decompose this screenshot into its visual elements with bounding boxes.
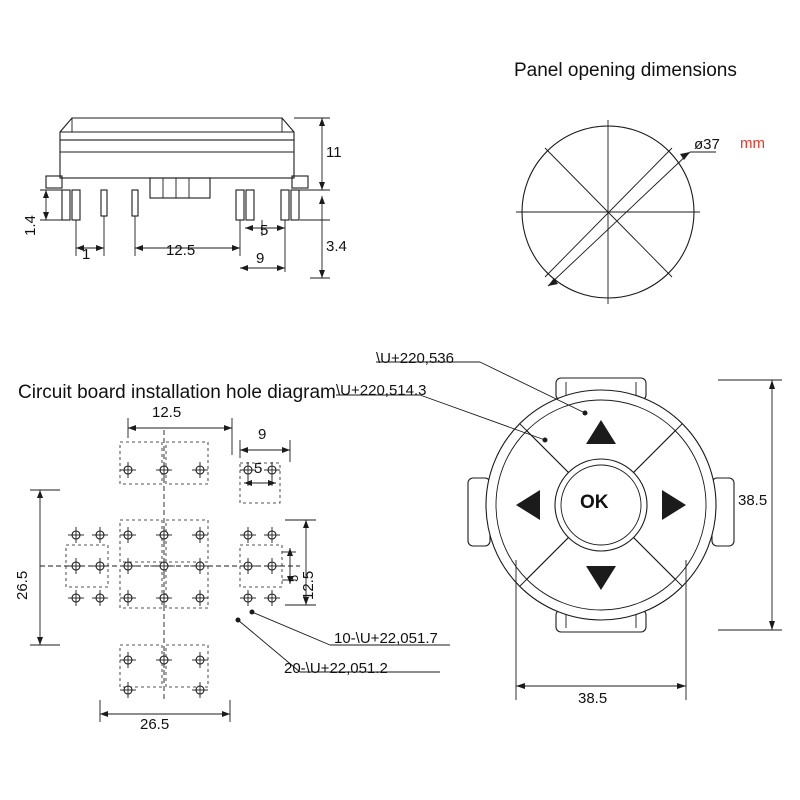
side-dim-height-11: 11 [326,144,342,161]
pcb-dim-top-outer: 12.5 [152,404,182,421]
panel-opening-group [516,120,716,304]
side-dim-height-3-4: 3.4 [326,238,347,255]
pcb-dim-top-inner: 9 [258,426,267,443]
pcb-dim-bottom-outer: 26.5 [140,716,170,733]
side-dim-pitch-5: 5 [260,222,269,239]
pcb-dim-top-small: 5 [254,460,263,477]
panel-opening-heading: Panel opening dimensions [514,60,737,81]
pcb-callout-1: 10-\U+22,051.7 [334,630,438,647]
ok-button-label[interactable]: OK [580,492,609,513]
front-dim-height: 38.5 [738,492,768,509]
front-view-group [336,362,782,700]
pcb-heading: Circuit board installation hole diagram [18,382,336,403]
side-dim-pitch-9: 9 [256,250,265,267]
front-callout-2: \U+220,514.3 [336,382,427,399]
side-dim-pitch-12-5: 12.5 [166,242,196,259]
side-dim-height-1-4: 1.4 [22,215,39,236]
pcb-dim-right-mid: 12.5 [300,570,317,600]
side-dim-pitch-1: 1 [82,246,91,263]
panel-opening-unit-label: mm [740,135,765,152]
pcb-callout-2: 20-\U+22,051.2 [284,660,388,677]
pcb-dim-left-outer: 26.5 [14,570,31,600]
pcb-dim-right-small: 5 [286,574,301,582]
front-callout-1: \U+220,536 [376,350,454,367]
front-dim-width: 38.5 [578,690,608,707]
panel-opening-diameter-label: ø37 [694,136,720,153]
